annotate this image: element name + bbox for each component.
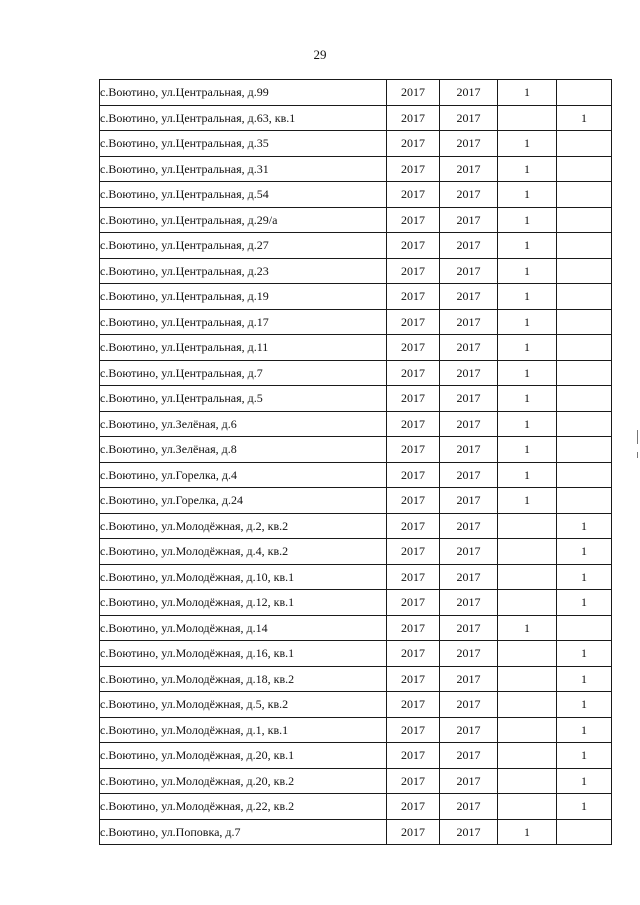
cell-year-start: 2017 [387, 819, 440, 845]
cell-count-b [557, 386, 612, 412]
table-row [100, 105, 612, 131]
cell-year-start: 2017 [387, 692, 440, 718]
cell-year-end: 2017 [440, 539, 498, 565]
cell-address: с.Воютино, ул.Центральная, д.35 [100, 131, 387, 157]
cell-address: с.Воютино, ул.Молодёжная, д.4, кв.2 [100, 539, 387, 565]
cell-count-b [557, 131, 612, 157]
cell-count-a: 1 [498, 819, 557, 845]
table-row [100, 207, 612, 233]
cell-address: с.Воютино, ул.Молодёжная, д.22, кв.2 [100, 794, 387, 820]
cell-count-a: 1 [498, 207, 557, 233]
cell-count-a [498, 666, 557, 692]
cell-year-end: 2017 [440, 258, 498, 284]
cell-address: с.Воютино, ул.Зелёная, д.8 [100, 437, 387, 463]
cell-year-start: 2017 [387, 258, 440, 284]
cell-count-b: 1 [557, 105, 612, 131]
table-row [100, 309, 612, 335]
cell-address: с.Воютино, ул.Горелка, д.24 [100, 488, 387, 514]
cell-year-start: 2017 [387, 794, 440, 820]
cell-year-end: 2017 [440, 156, 498, 182]
cell-year-end: 2017 [440, 615, 498, 641]
cell-address: с.Воютино, ул.Молодёжная, д.12, кв.1 [100, 590, 387, 616]
cell-count-b [557, 335, 612, 361]
cell-count-b [557, 411, 612, 437]
cell-address: с.Воютино, ул.Центральная, д.5 [100, 386, 387, 412]
cell-count-b: 1 [557, 743, 612, 769]
cell-count-b: 1 [557, 539, 612, 565]
cell-address: с.Воютино, ул.Центральная, д.19 [100, 284, 387, 310]
cell-address: с.Воютино, ул.Центральная, д.17 [100, 309, 387, 335]
cell-count-a: 1 [498, 156, 557, 182]
cell-year-start: 2017 [387, 386, 440, 412]
cell-year-start: 2017 [387, 411, 440, 437]
cell-count-a: 1 [498, 437, 557, 463]
table-row [100, 819, 612, 845]
cell-address: с.Воютино, ул.Центральная, д.11 [100, 335, 387, 361]
cell-year-start: 2017 [387, 666, 440, 692]
cell-year-start: 2017 [387, 182, 440, 208]
cell-year-start: 2017 [387, 641, 440, 667]
cell-address: с.Воютино, ул.Центральная, д.63, кв.1 [100, 105, 387, 131]
cell-count-a: 1 [498, 615, 557, 641]
cell-count-b: 1 [557, 768, 612, 794]
cell-count-b: 1 [557, 513, 612, 539]
table-row [100, 692, 612, 718]
cell-year-start: 2017 [387, 615, 440, 641]
cell-count-b [557, 488, 612, 514]
cell-year-end: 2017 [440, 80, 498, 106]
table-row [100, 335, 612, 361]
cell-year-end: 2017 [440, 819, 498, 845]
cell-count-b [557, 819, 612, 845]
cell-count-a: 1 [498, 335, 557, 361]
cell-address: с.Воютино, ул.Молодёжная, д.20, кв.1 [100, 743, 387, 769]
cell-address: с.Воютино, ул.Молодёжная, д.1, кв.1 [100, 717, 387, 743]
cell-count-a: 1 [498, 284, 557, 310]
cell-year-start: 2017 [387, 488, 440, 514]
table-row [100, 743, 612, 769]
table-row [100, 233, 612, 259]
table-row [100, 590, 612, 616]
cell-count-a [498, 717, 557, 743]
cell-year-end: 2017 [440, 717, 498, 743]
cell-count-a [498, 692, 557, 718]
cell-year-start: 2017 [387, 284, 440, 310]
cell-year-start: 2017 [387, 743, 440, 769]
cell-year-start: 2017 [387, 156, 440, 182]
cell-year-start: 2017 [387, 309, 440, 335]
cell-year-end: 2017 [440, 233, 498, 259]
scan-edge-mark [637, 430, 638, 444]
cell-year-start: 2017 [387, 131, 440, 157]
cell-year-start: 2017 [387, 717, 440, 743]
cell-address: с.Воютино, ул.Поповка, д.7 [100, 819, 387, 845]
cell-count-b [557, 360, 612, 386]
table-row [100, 794, 612, 820]
cell-year-end: 2017 [440, 131, 498, 157]
cell-address: с.Воютино, ул.Центральная, д.29/а [100, 207, 387, 233]
address-table [99, 79, 612, 845]
table-row [100, 717, 612, 743]
cell-year-start: 2017 [387, 105, 440, 131]
scan-edge-mark [637, 452, 638, 458]
table-row [100, 768, 612, 794]
cell-year-end: 2017 [440, 488, 498, 514]
table-row [100, 641, 612, 667]
cell-count-a: 1 [498, 309, 557, 335]
cell-address: с.Воютино, ул.Молодёжная, д.18, кв.2 [100, 666, 387, 692]
table-row [100, 666, 612, 692]
cell-year-end: 2017 [440, 105, 498, 131]
cell-year-start: 2017 [387, 335, 440, 361]
cell-year-end: 2017 [440, 284, 498, 310]
cell-year-end: 2017 [440, 335, 498, 361]
cell-address: с.Воютино, ул.Центральная, д.27 [100, 233, 387, 259]
table-row [100, 258, 612, 284]
cell-count-b: 1 [557, 564, 612, 590]
table-row [100, 386, 612, 412]
table-row [100, 437, 612, 463]
cell-year-end: 2017 [440, 462, 498, 488]
cell-count-a [498, 743, 557, 769]
cell-count-b: 1 [557, 590, 612, 616]
table-row [100, 131, 612, 157]
cell-count-b: 1 [557, 666, 612, 692]
cell-address: с.Воютино, ул.Молодёжная, д.5, кв.2 [100, 692, 387, 718]
cell-count-b: 1 [557, 794, 612, 820]
cell-address: с.Воютино, ул.Центральная, д.54 [100, 182, 387, 208]
cell-year-end: 2017 [440, 411, 498, 437]
cell-count-a: 1 [498, 360, 557, 386]
cell-count-a [498, 794, 557, 820]
cell-address: с.Воютино, ул.Центральная, д.99 [100, 80, 387, 106]
page-number: 29 [313, 47, 327, 62]
cell-year-end: 2017 [440, 768, 498, 794]
cell-count-b [557, 615, 612, 641]
cell-count-a: 1 [498, 182, 557, 208]
table-row [100, 80, 612, 106]
cell-address: с.Воютино, ул.Молодёжная, д.2, кв.2 [100, 513, 387, 539]
cell-address: с.Воютино, ул.Центральная, д.23 [100, 258, 387, 284]
cell-year-end: 2017 [440, 641, 498, 667]
cell-address: с.Воютино, ул.Горелка, д.4 [100, 462, 387, 488]
cell-count-a [498, 513, 557, 539]
cell-year-end: 2017 [440, 437, 498, 463]
cell-count-b [557, 80, 612, 106]
cell-count-b: 1 [557, 641, 612, 667]
cell-year-end: 2017 [440, 513, 498, 539]
cell-count-b [557, 462, 612, 488]
cell-year-start: 2017 [387, 233, 440, 259]
table-row [100, 488, 612, 514]
cell-count-a [498, 539, 557, 565]
cell-count-b: 1 [557, 717, 612, 743]
cell-year-end: 2017 [440, 590, 498, 616]
cell-year-start: 2017 [387, 564, 440, 590]
cell-address: с.Воютино, ул.Молодёжная, д.20, кв.2 [100, 768, 387, 794]
cell-year-end: 2017 [440, 794, 498, 820]
cell-count-a [498, 768, 557, 794]
table-row [100, 411, 612, 437]
cell-year-start: 2017 [387, 513, 440, 539]
cell-year-start: 2017 [387, 360, 440, 386]
cell-year-end: 2017 [440, 666, 498, 692]
cell-year-start: 2017 [387, 80, 440, 106]
cell-count-b [557, 258, 612, 284]
cell-year-end: 2017 [440, 360, 498, 386]
cell-count-b [557, 182, 612, 208]
cell-year-start: 2017 [387, 590, 440, 616]
cell-year-end: 2017 [440, 743, 498, 769]
cell-address: с.Воютино, ул.Молодёжная, д.16, кв.1 [100, 641, 387, 667]
cell-count-a: 1 [498, 258, 557, 284]
cell-year-end: 2017 [440, 182, 498, 208]
cell-count-a: 1 [498, 80, 557, 106]
table-row [100, 615, 612, 641]
cell-count-a [498, 641, 557, 667]
table-row [100, 360, 612, 386]
cell-count-a: 1 [498, 233, 557, 259]
cell-year-end: 2017 [440, 386, 498, 412]
cell-year-end: 2017 [440, 692, 498, 718]
table-row [100, 182, 612, 208]
cell-count-b [557, 309, 612, 335]
cell-year-start: 2017 [387, 462, 440, 488]
cell-address: с.Воютино, ул.Центральная, д.7 [100, 360, 387, 386]
cell-count-b [557, 156, 612, 182]
cell-count-b [557, 207, 612, 233]
cell-count-b [557, 437, 612, 463]
table-row [100, 284, 612, 310]
cell-count-a [498, 564, 557, 590]
table-body [100, 80, 612, 845]
table-row [100, 462, 612, 488]
cell-year-end: 2017 [440, 564, 498, 590]
cell-count-b [557, 284, 612, 310]
cell-count-a: 1 [498, 462, 557, 488]
cell-address: с.Воютино, ул.Центральная, д.31 [100, 156, 387, 182]
cell-address: с.Воютино, ул.Молодёжная, д.10, кв.1 [100, 564, 387, 590]
cell-year-start: 2017 [387, 437, 440, 463]
cell-year-end: 2017 [440, 309, 498, 335]
cell-count-a: 1 [498, 411, 557, 437]
cell-count-a [498, 105, 557, 131]
cell-year-start: 2017 [387, 539, 440, 565]
cell-address: с.Воютино, ул.Молодёжная, д.14 [100, 615, 387, 641]
cell-count-a [498, 590, 557, 616]
cell-year-start: 2017 [387, 207, 440, 233]
cell-year-start: 2017 [387, 768, 440, 794]
cell-count-b: 1 [557, 692, 612, 718]
table-row [100, 513, 612, 539]
cell-year-end: 2017 [440, 207, 498, 233]
cell-count-b [557, 233, 612, 259]
cell-count-a: 1 [498, 488, 557, 514]
table-row [100, 156, 612, 182]
cell-count-a: 1 [498, 386, 557, 412]
cell-address: с.Воютино, ул.Зелёная, д.6 [100, 411, 387, 437]
cell-count-a: 1 [498, 131, 557, 157]
table-row [100, 564, 612, 590]
table-row [100, 539, 612, 565]
